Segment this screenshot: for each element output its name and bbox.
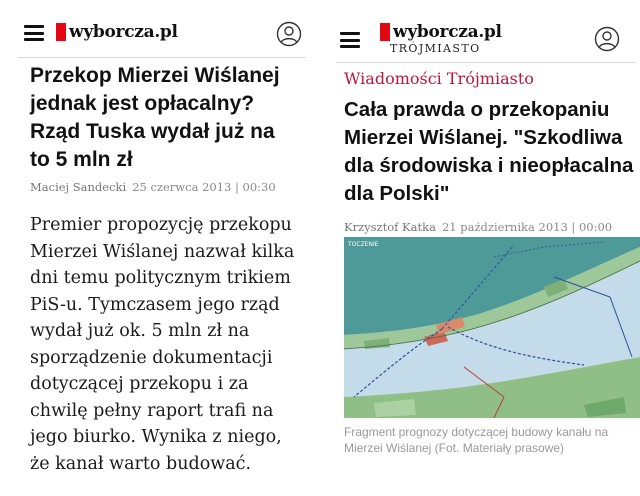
- red-logo-mark: [56, 23, 66, 41]
- user-account-icon[interactable]: [276, 21, 302, 47]
- site-header: [0, 0, 316, 60]
- article-headline[interactable]: Przekop Mierzei Wiślanej jednak jest opłacalny? Rząd Tuska wydał już na to 5 mln zł: [30, 64, 280, 171]
- article-map-image[interactable]: [344, 237, 640, 418]
- logo-text: wyborcza.pl: [69, 22, 178, 42]
- user-account-icon[interactable]: [594, 26, 620, 52]
- site-header: [332, 0, 640, 60]
- logo-subtitle: TRÓJMIASTO: [390, 42, 481, 55]
- article-panel-right: [332, 0, 640, 496]
- logo-text: wyborcza.pl: [393, 22, 502, 42]
- article-date: 25 czerwca 2013 | 00:30: [132, 180, 276, 194]
- red-logo-mark: [380, 23, 390, 41]
- article-author[interactable]: Maciej Sandecki: [30, 180, 127, 194]
- header-divider: [336, 62, 636, 63]
- hamburger-menu-icon[interactable]: [340, 32, 360, 48]
- article-author[interactable]: Krzysztof Katka: [344, 220, 436, 234]
- hamburger-menu-icon[interactable]: [24, 25, 44, 41]
- article-byline: [30, 180, 276, 194]
- site-logo[interactable]: [56, 22, 178, 42]
- site-logo[interactable]: [380, 22, 502, 42]
- map-label: TOCZENIE: [348, 241, 379, 248]
- article-headline[interactable]: Cała prawda o przekopaniu Mierzei Wiślanej. "Szkodliwa dla środowiska i nieopłacalna dla Polski": [344, 98, 634, 205]
- header-divider: [18, 57, 306, 58]
- article-panel-left: [0, 0, 316, 496]
- article-lead: Premier propozycję przekopu Mierzei Wiślanej nazwał kilka dni temu politycznym trikiem PiS-u. Tymczasem jego rząd wydał już ok. 5 mln zł na sporządzenie dokumentacji dotyczącej przekopu i za chwilę pełny raport trafi na jego biurko. Wynika z niego, że kanał warto budować.: [30, 215, 295, 474]
- article-date: 21 października 2013 | 00:00: [441, 220, 613, 234]
- article-byline: [344, 220, 612, 234]
- section-label[interactable]: Wiadomości Trójmiasto: [344, 69, 534, 88]
- image-caption: Fragment prognozy dotyczącej budowy kanału na Mierzei Wiślanej (Fot. Materiały prasowe): [344, 425, 609, 455]
- panel-gutter: [316, 0, 332, 496]
